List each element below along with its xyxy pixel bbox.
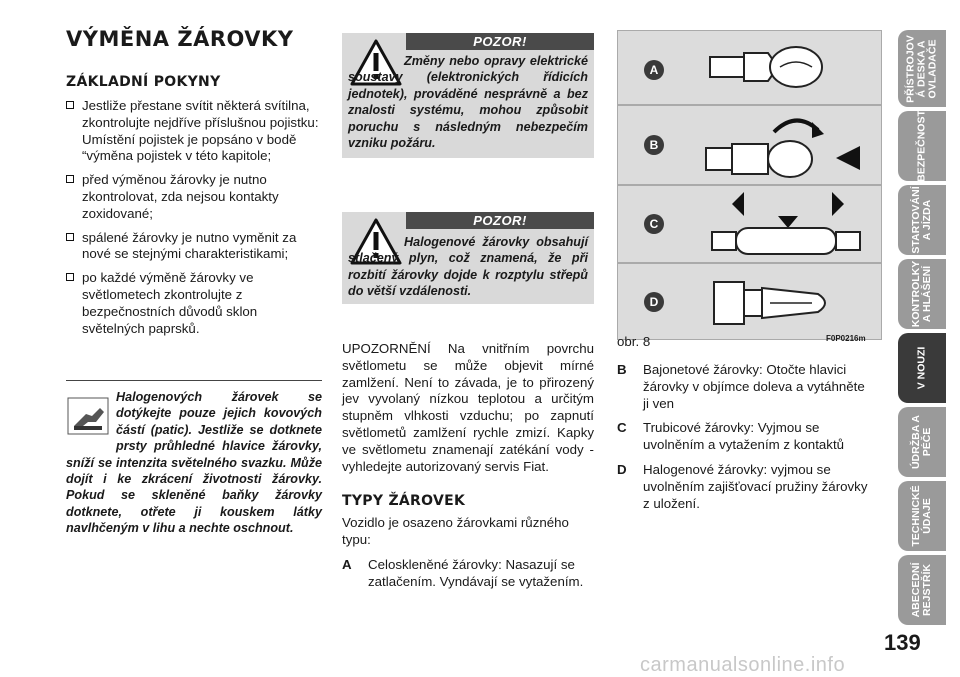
tab-safety[interactable]: BEZPEČNOST [898, 111, 946, 181]
halogen-bulb-icon [708, 268, 868, 338]
tab-technical-data[interactable]: TECHNICKÉ ÚDAJE [898, 481, 946, 551]
bulb-type-list [617, 362, 869, 520]
basic-bullet-list [66, 98, 322, 344]
figure-label-a: A [644, 60, 664, 80]
list-item: po každé výměně žárovky ve světlometech zkontrolujte z bezpečnostních důvodů sklon světelných paprsků. [66, 270, 322, 337]
tab-warning-lights[interactable]: KONTROLKY A HLÁŠENÍ [898, 259, 946, 329]
notice-paragraph: UPOZORNĚNÍ Na vnitřním povrchu světlometu se může objevit mírné zamlžení. Není to závada, je to přirozený jev vyvolaný nízkou teplotou a určitým stupněm vlhkosti vzduchu; po zapnutí světlometů zamlžení rychle zmizí. Kapky ve světlometu znamenají zatékání vody - vyhledejte autorizovaný servis Fiat. [342, 341, 594, 474]
bayonet-bulb-icon [700, 110, 870, 182]
watermark: carmanualsonline.info [640, 654, 846, 676]
bulb-type-d: D Halogenové žárovky: vyjmou se uvolněním zajišťovací pružiny žárovky z uložení. [617, 461, 868, 511]
checkbox-bullet-icon [66, 233, 74, 241]
halogen-note: Halogenových žárovek se dotýkejte pouze jejich kovových částí (patic). Jestliže se dotknete prsty průhledné hlavice žárovky, sníží se intenzita světelného svazku. Může dojít i ke zkrácení životnosti žárovky. Pokud se skleněné baňky žárovky dotknete, otřete ji kouskem látky navlhčeným v lihu a nechte oschnout. [66, 380, 322, 537]
tab-index[interactable]: ABECEDNÍ REJSTŘÍK [898, 555, 946, 625]
figure-panel-c [617, 185, 882, 263]
tab-maintenance[interactable]: ÚDRŽBA A PÉČE [898, 407, 946, 477]
tube-bulb-icon [704, 188, 874, 260]
figure-panel-a [617, 30, 882, 105]
tab-instruments[interactable]: PŘÍSTROJOV Á DESKA A OVLADAČE [898, 30, 946, 107]
figure-label-c: C [644, 214, 664, 234]
tab-starting-driving[interactable]: STARTOVÁNÍ A JÍZDA [898, 185, 946, 255]
section-heading-basic: ZÁKLADNÍ POKYNY [66, 74, 221, 90]
page-number: 139 [884, 630, 921, 655]
figure-panel-d [617, 263, 882, 340]
figure-code: F0P0216m [826, 334, 866, 343]
page-title: VÝMĚNA ŽÁROVKY [66, 27, 294, 51]
checkbox-bullet-icon [66, 175, 74, 183]
bulb-type-a: A Celoskleněné žárovky: Nasazují se zatlačením. Vyndávají se vytažením. [342, 557, 584, 589]
list-item: před výměnou žárovky je nutno zkontrolovat, zda nejsou kontakty zoxidované; [66, 172, 322, 222]
warning-box-electrical: POZOR! Změny nebo opravy elektrické soustavy (elektronických řídicích jednotek), prováděné nesprávně a bez znalosti systému, mohou způsobit poruchu s následným nebezpečím vzniku požáru. [342, 33, 594, 158]
figure-panel-b [617, 105, 882, 185]
figure-label-d: D [644, 292, 664, 312]
warning-box-halogen: POZOR! Halogenové žárovky obsahují stlačený plyn, což znamená, že při rozbití žárovky dojde k rozptylu střepů do větší vzdálenosti. [342, 212, 594, 304]
bulb-figure [617, 30, 882, 342]
hand-touch-icon [66, 393, 110, 439]
glass-bulb-icon [708, 39, 828, 95]
warning-label: POZOR! [406, 33, 594, 50]
checkbox-bullet-icon [66, 101, 74, 109]
bulb-type-b: B Bajonetové žárovky: Otočte hlavici žárovky v objímce doleva a vytáhněte ji ven [617, 362, 865, 411]
types-intro: Vozidlo je osazeno žárovkami různého typu: [342, 515, 569, 547]
bulb-type-c: C Trubicové žárovky: Vyjmou se uvolněním a vytažením z kontaktů [617, 420, 845, 453]
list-item: Jestliže přestane svítit některá svítilna, zkontrolujte nejdříve příslušnou pojistku: Umístění pojistek je popsáno v bodě “výměna pojistek v této kapitole; [66, 98, 322, 165]
figure-label-b: B [644, 135, 664, 155]
figure-caption: obr. 8 [617, 334, 651, 349]
list-item: spálené žárovky je nutno vyměnit za nové se stejnými charakteristikami; [66, 230, 322, 264]
checkbox-bullet-icon [66, 273, 74, 281]
tab-emergency[interactable]: V NOUZI [898, 333, 946, 403]
warning-label: POZOR! [406, 212, 594, 229]
section-heading-types: TYPY ŽÁROVEK [342, 493, 466, 509]
